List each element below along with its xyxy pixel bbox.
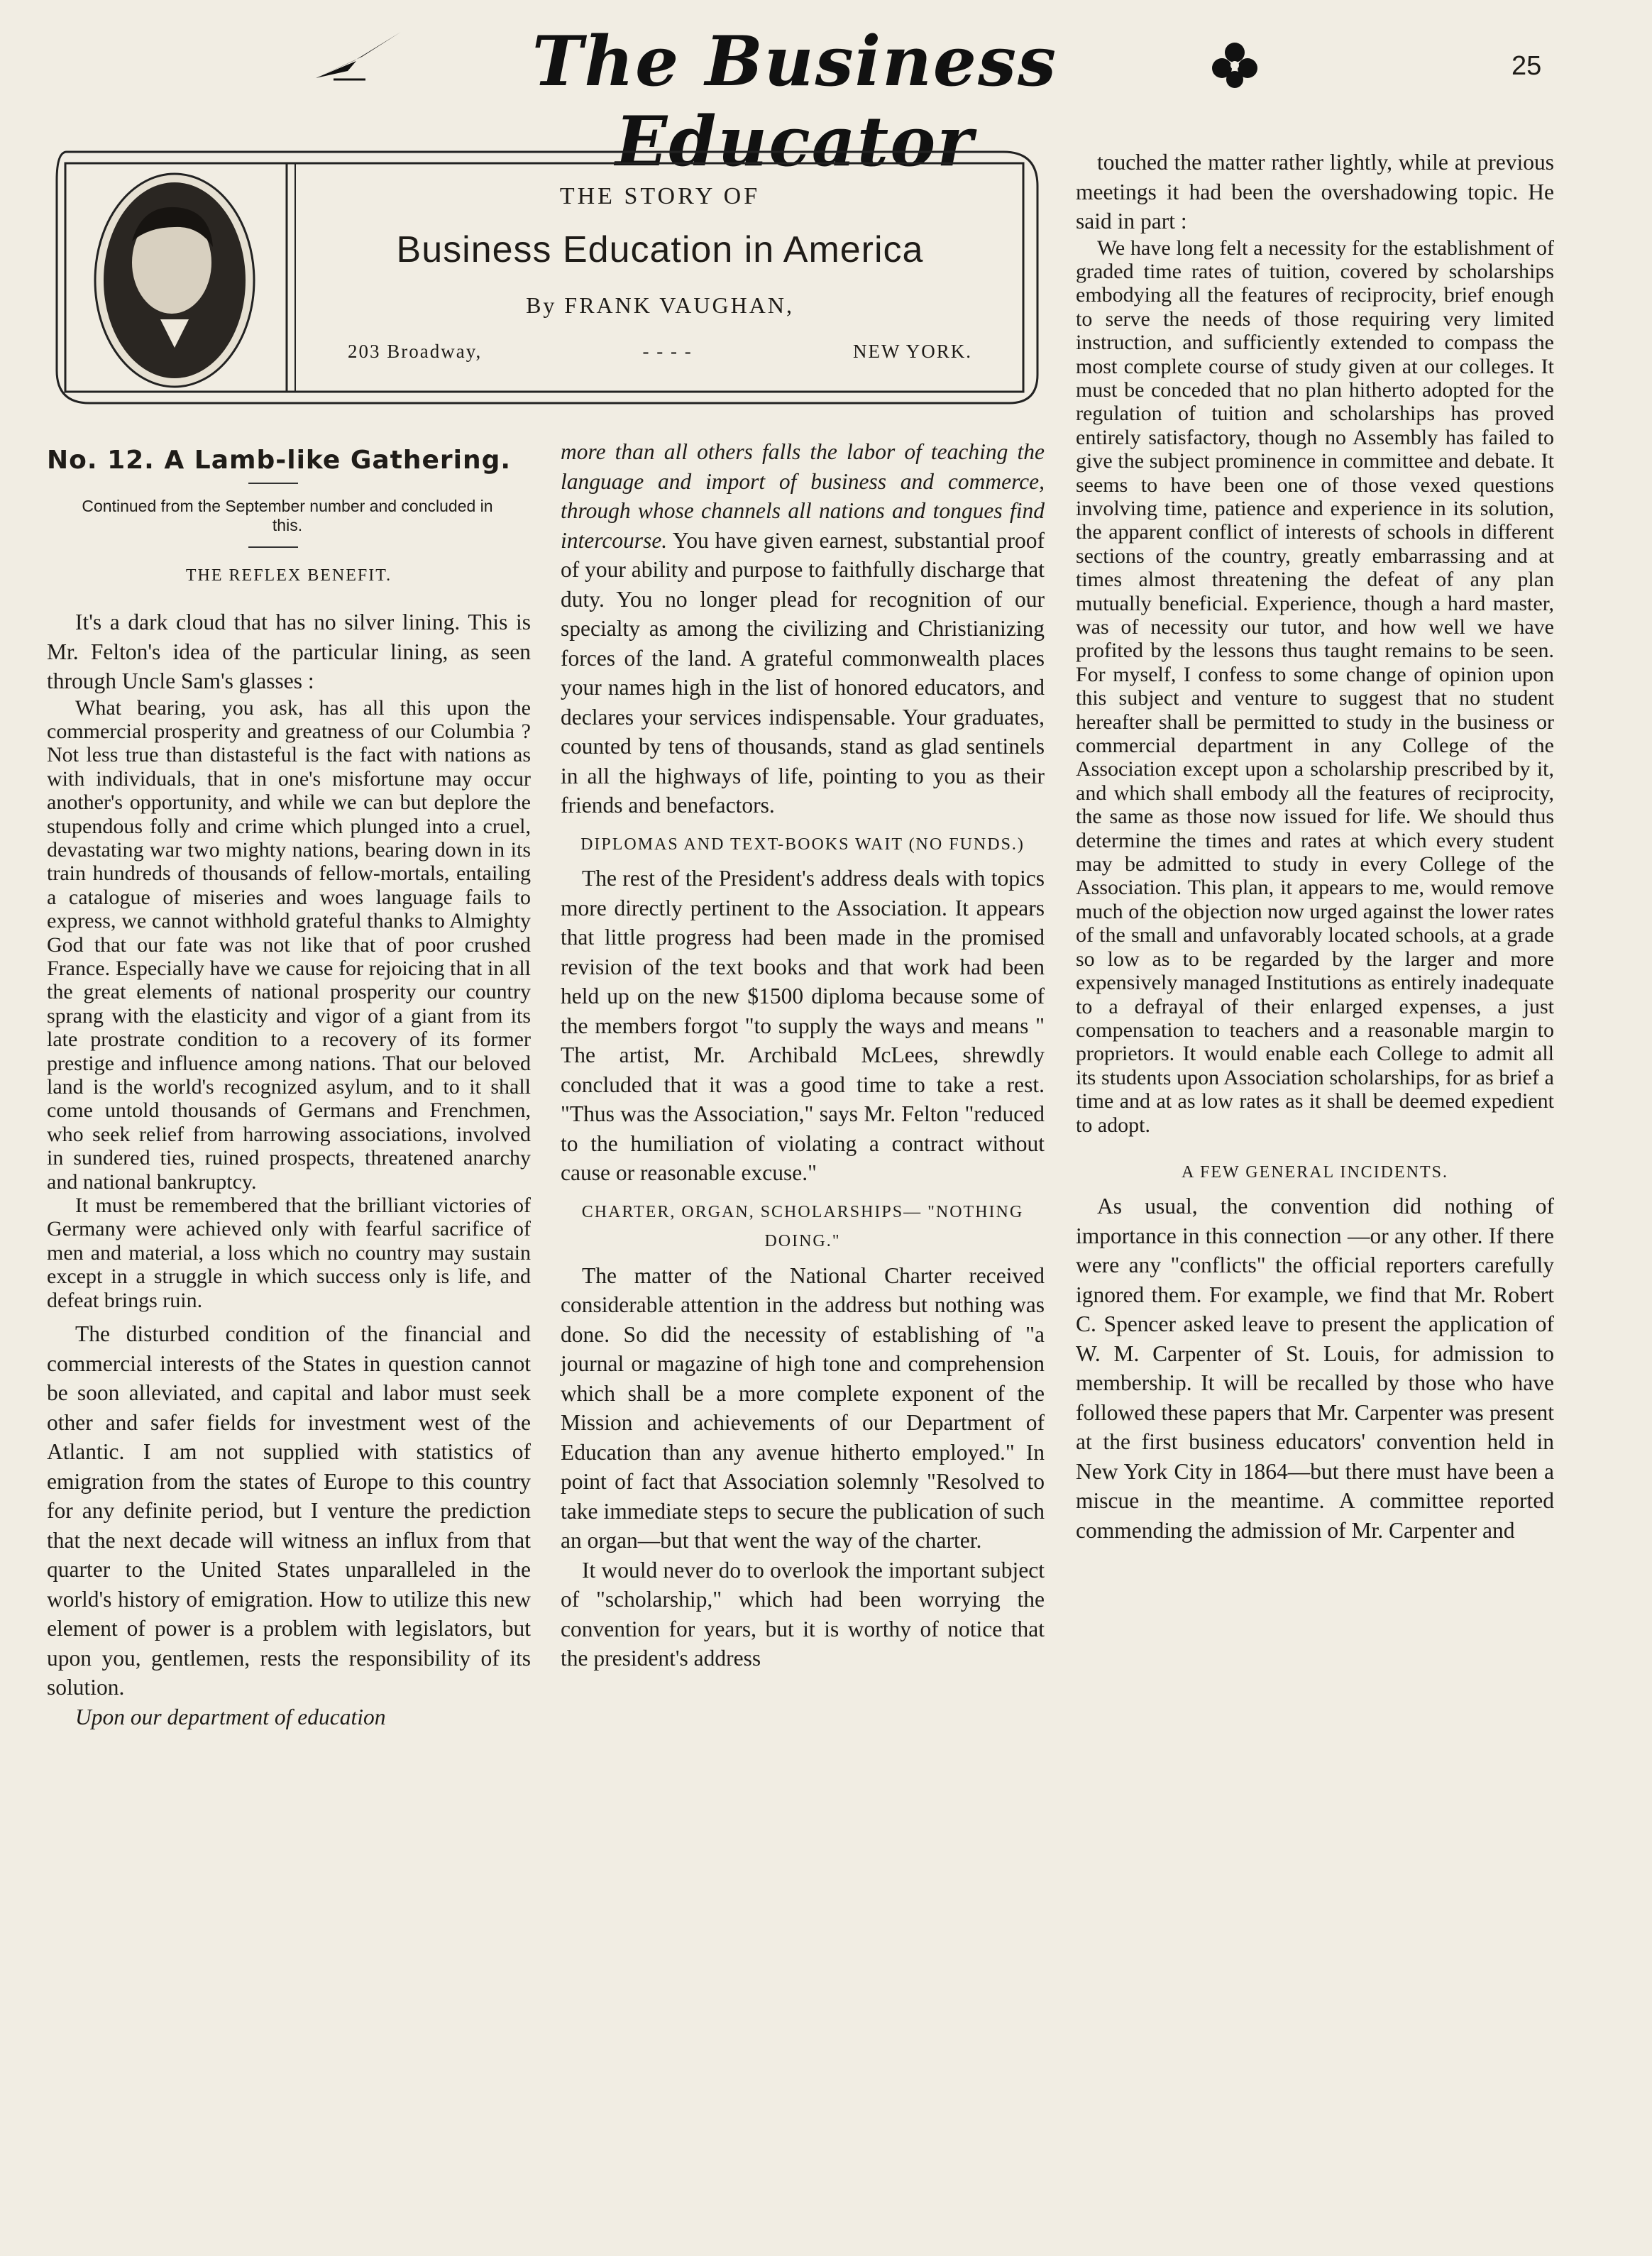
- address-dashes: - - - -: [642, 341, 693, 362]
- story-series-label: THE STORY OF: [559, 183, 761, 209]
- author-address: [348, 341, 972, 363]
- section-heading-diplomas: DIPLOMAS AND TEXT-BOOKS WAIT (NO FUNDS.): [580, 835, 1025, 854]
- text: You have given earnest, substantial proof of your ability and purpose to faithfully discharge that duty. You no longer plead for recognition of our specialty as among the civilizing and Christianizing forces of the land. A grateful commonwealth places your names high in the list of honored educators, and declares your services indispensable. Your graduates, counted by tens of thousands, stand as glad sentinels in all the highways of life, pointing to you as their friends and benefactors.: [561, 527, 1045, 818]
- divider: [248, 483, 298, 484]
- paragraph: It would never do to overlook the important subject of "scholarship," which had been worrying the convention for years, but it is worthy of notice that the president's address: [561, 1557, 1045, 1671]
- paragraph: Upon our department of education: [75, 1704, 386, 1729]
- paragraph: The matter of the National Charter received considerable attention in the address but nothing was done. So did the necessity of establishing of "a journal or magazine of high tone and comprehension which shall be a more complete exponent of the Mission and achievements of our Department of Education than any avenue hitherto employed." In point of fact that Association solemnly "Resolved to take immediate steps to secure the publication of such an organ—but that went the way of the charter.: [561, 1262, 1045, 1553]
- paragraph: [561, 437, 1045, 820]
- address-street: 203 Broadway,: [348, 341, 483, 362]
- column-3: [1076, 148, 1554, 1545]
- quill-pen-icon: [312, 28, 404, 85]
- column-2: [561, 437, 1045, 1673]
- quote-paragraph: We have long felt a necessity for the establishment of graded time rates of tuition, covered by scholarships embodying all the features of reciprocity, brief enough to serve the needs of those requiring very limited instruction, and sufficiently extended to compass the most complete course of study given at our colleges. It must be conceded that no plan hitherto adopted for the regulation of tuition and scholarships has proved entirely satisfactory, though no Assembly has failed to give the subject prominence in committee and debate. It seems to have been one of those vexed questions involving time, patience and experience in its solution, the apparent conflict of interests of schools in different sections of the country, greatly embarrassing and at times almost threatening the defeat of any plan mutually beneficial. Experience, though a hard master, was of necessity our tutor, and how well we have profited by the lessons thus taught remains to be seen. For myself, I confess to some change of opinion upon this subject and venture to suggest that no student hereafter shall be permitted to study in the business or commercial department in any College of the Association except upon a scholarship prescribed by it, and which shall embody all the features of reciprocity, the same as those now issued for life. We should thus determine the times and rates at which every student may be admitted to study in every College of the Association. This plan, it appears to me, would remove much of the objection now urged against the lower rates of the small and unfavorably located schools, at a grade so low as to be regarded by the larger and more expensively managed Institutions as entirely inadequate to a defrayal of their enlarged expenses, a just compensation to teachers and a reasonable margin to proprietors. It would enable each College to admit all its students upon Association scholarships, for as brief a time and at as low rates as it shall be deemed expedient to adopt.: [1076, 236, 1554, 1137]
- page-number: 25: [1511, 51, 1542, 81]
- paragraph: The disturbed condition of the financial and commercial interests of the States in question cannot be soon alleviated, and capital and labor must seek other and safer fields for investment west of the Atlantic. I am not supplied with statistics of emigration from the states of Europe to this country for any definite period, but I venture the prediction that the next decade will witness an influx from that quarter to the United States unparalleled in the world's history of emigration. How to utilize this new element of power is a problem with legislators, but upon you, gentlemen, rests the responsibility of its solution.: [47, 1321, 531, 1700]
- section-heading-reflex-benefit: THE REFLEX BENEFIT.: [185, 566, 392, 585]
- column-1: [47, 607, 531, 1732]
- italic-text: more than all others falls the labor of teaching the language and import of business and commerce, through whose channels all nations and tongues find intercourse.: [561, 439, 1045, 553]
- paragraph: touched the matter rather lightly, while at previous meetings it had been the overshadowing topic. He said in part :: [1076, 150, 1554, 233]
- paragraph: It's a dark cloud that has no silver lining. This is Mr. Felton's idea of the particular lining, as seen through Uncle Sam's glasses :: [47, 610, 531, 693]
- author-portrait: [92, 170, 257, 390]
- flower-ornament-icon: [1206, 37, 1263, 94]
- paragraph: The rest of the President's address deals with topics more directly pertinent to the Association. It appears that little progress had been made in the promised revision of the text books and that work had been held up on the new $1500 diploma because some of the members forgot "to supply the ways and means " The artist, Mr. Archibald McLees, shrewdly concluded that it was a good time to take a rest. "Thus was the Association," says Mr. Felton "reduced to the humiliation of violating a contract without cause or reasonable excuse.": [561, 866, 1045, 1185]
- paragraph: As usual, the convention did nothing of importance in this connection —or any other. If there were any "conflicts" the official reporters carefully ignored them. For example, we find that Mr. Robert C. Spencer asked leave to present the application of W. M. Carpenter of St. Louis, for admission to membership. It will be recalled by those who have followed these papers that Mr. Carpenter was present at the first business educators' convention held in New York City in 1864—but there must have been a miscue in the meantime. A committee reported commending the admission of Mr. Carpenter and: [1076, 1194, 1554, 1543]
- author-byline: By FRANK VAUGHAN,: [526, 292, 794, 318]
- article-heading: No. 12. A Lamb-like Gathering.: [47, 446, 512, 475]
- continued-note: Continued from the September number and concluded in this.: [82, 497, 493, 534]
- quote-paragraph: What bearing, you ask, has all this upon the commercial prosperity and greatness of our Columbia ? Not less true than distasteful is the fact with nations as with individuals, that in one's misfortune may occur another's opportunity, and while we can but deplore the stupendous folly and crime which plunged into a cruel, devastating war two mighty nations, bearing down in its train hundreds of thousands of fellow-mortals, entailing a catalogue of miseries and woes language fails to express, we cannot withhold grateful thanks to Almighty God that our fate was not like that of poor crushed France. Especially have we cause for rejoicing that in all the great elements of national prosperity our country sprang with the elasticity and vigor of a giant from its late prostrate condition to a recovery of its former prestige and influence among nations. That our beloved land is the world's recognized asylum, and to it shall come untold thousands of Germans and Frenchmen, who seek relief from harrowing associations, involved in sundered ties, ruined prospects, threatened anarchy and national bankruptcy.: [47, 695, 531, 1194]
- section-heading-charter: CHARTER, ORGAN, SCHOLARSHIPS— "NOTHING DOING.": [581, 1202, 1024, 1250]
- masthead-title: The Business Educator: [532, 21, 1058, 182]
- quote-paragraph: It must be remembered that the brilliant victories of Germany were achieved only with fearful sacrifice of men and material, a loss which no country may sustain except in a struggle in which success only is life, and defeat brings ruin.: [47, 1194, 531, 1312]
- story-title: Business Education in America: [396, 229, 924, 270]
- section-heading-general-incidents: A FEW GENERAL INCIDENTS.: [1182, 1162, 1448, 1182]
- divider: [248, 546, 298, 548]
- address-city: NEW YORK.: [853, 341, 972, 362]
